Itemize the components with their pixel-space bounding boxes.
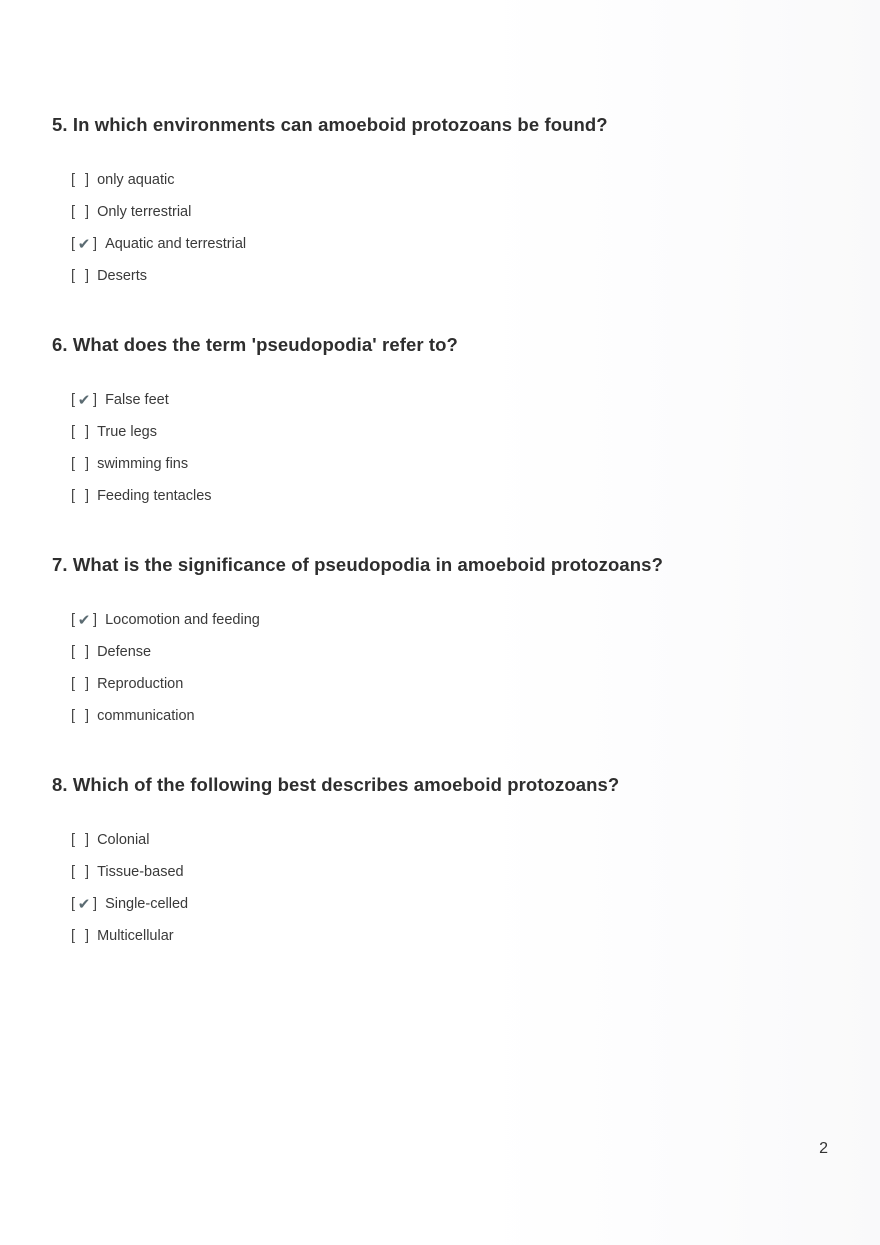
option-label: Defense [97,644,152,660]
option-tissue-based[interactable] [71,856,852,888]
checkbox-checked[interactable]: [ ✔ ] [71,392,98,409]
option-colonial[interactable] [71,824,852,856]
checkbox-checked[interactable]: [ ✔ ] [71,612,98,629]
option-list [52,604,852,732]
question-title: 5. In which environments can amoeboid protozoans be found? [52,114,608,135]
checkbox[interactable]: [ ] [71,488,90,504]
option-list [52,384,852,512]
option-label: Only terrestrial [97,204,192,220]
check-mark-icon: ✔ [77,392,91,409]
option-label: swimming fins [97,456,189,472]
checkbox[interactable]: [ ] [71,424,90,440]
option-only-terrestrial[interactable] [71,196,852,228]
question-title: 6. What does the term 'pseudopodia' refer to? [52,334,458,355]
checkbox[interactable]: [ ] [71,456,90,472]
option-label: Multicellular [97,928,174,944]
checkbox[interactable]: [ ] [71,644,90,660]
check-mark-icon: ✔ [77,896,91,913]
checkbox[interactable]: [ ] [71,832,90,848]
option-defense[interactable] [71,636,852,668]
option-aquatic-and-terrestrial[interactable] [71,228,852,260]
option-label: True legs [97,424,157,440]
checkbox-checked[interactable]: [ ✔ ] [71,896,98,913]
option-label: Colonial [97,832,150,848]
option-label: Aquatic and terrestrial [105,236,247,252]
question-7 [52,554,852,732]
checkbox[interactable]: [ ] [71,204,90,220]
option-label: communication [97,708,195,724]
option-deserts[interactable] [71,260,852,292]
checkbox[interactable]: [ ] [71,676,90,692]
option-label: Reproduction [97,676,184,692]
option-list [52,164,852,292]
option-true-legs[interactable] [71,416,852,448]
check-mark-icon: ✔ [77,236,91,253]
question-5 [52,114,852,292]
option-false-feet[interactable] [71,384,852,416]
option-label: only aquatic [97,172,175,188]
checkbox[interactable]: [ ] [71,708,90,724]
question-6 [52,334,852,512]
checkbox-checked[interactable]: [ ✔ ] [71,236,98,253]
option-label: Locomotion and feeding [105,612,260,628]
option-communication[interactable] [71,700,852,732]
option-label: Deserts [97,268,148,284]
option-label: Single-celled [105,896,189,912]
checkbox[interactable]: [ ] [71,172,90,188]
option-reproduction[interactable] [71,668,852,700]
option-multicellular[interactable] [71,920,852,952]
question-title: 8. Which of the following best describes amoeboid protozoans? [52,774,620,795]
option-label: False feet [105,392,169,408]
checkbox[interactable]: [ ] [71,864,90,880]
checkbox[interactable]: [ ] [71,928,90,944]
question-8 [52,774,852,952]
page-number: 2 [819,1140,828,1157]
question-title: 7. What is the significance of pseudopodia in amoeboid protozoans? [52,554,663,575]
option-locomotion-and-feeding[interactable] [71,604,852,636]
option-feeding-tentacles[interactable] [71,480,852,512]
option-label: Feeding tentacles [97,488,212,504]
option-only-aquatic[interactable] [71,164,852,196]
checkbox[interactable]: [ ] [71,268,90,284]
check-mark-icon: ✔ [77,612,91,629]
option-label: Tissue-based [97,864,184,880]
option-single-celled[interactable] [71,888,852,920]
option-swimming-fins[interactable] [71,448,852,480]
option-list [52,824,852,952]
